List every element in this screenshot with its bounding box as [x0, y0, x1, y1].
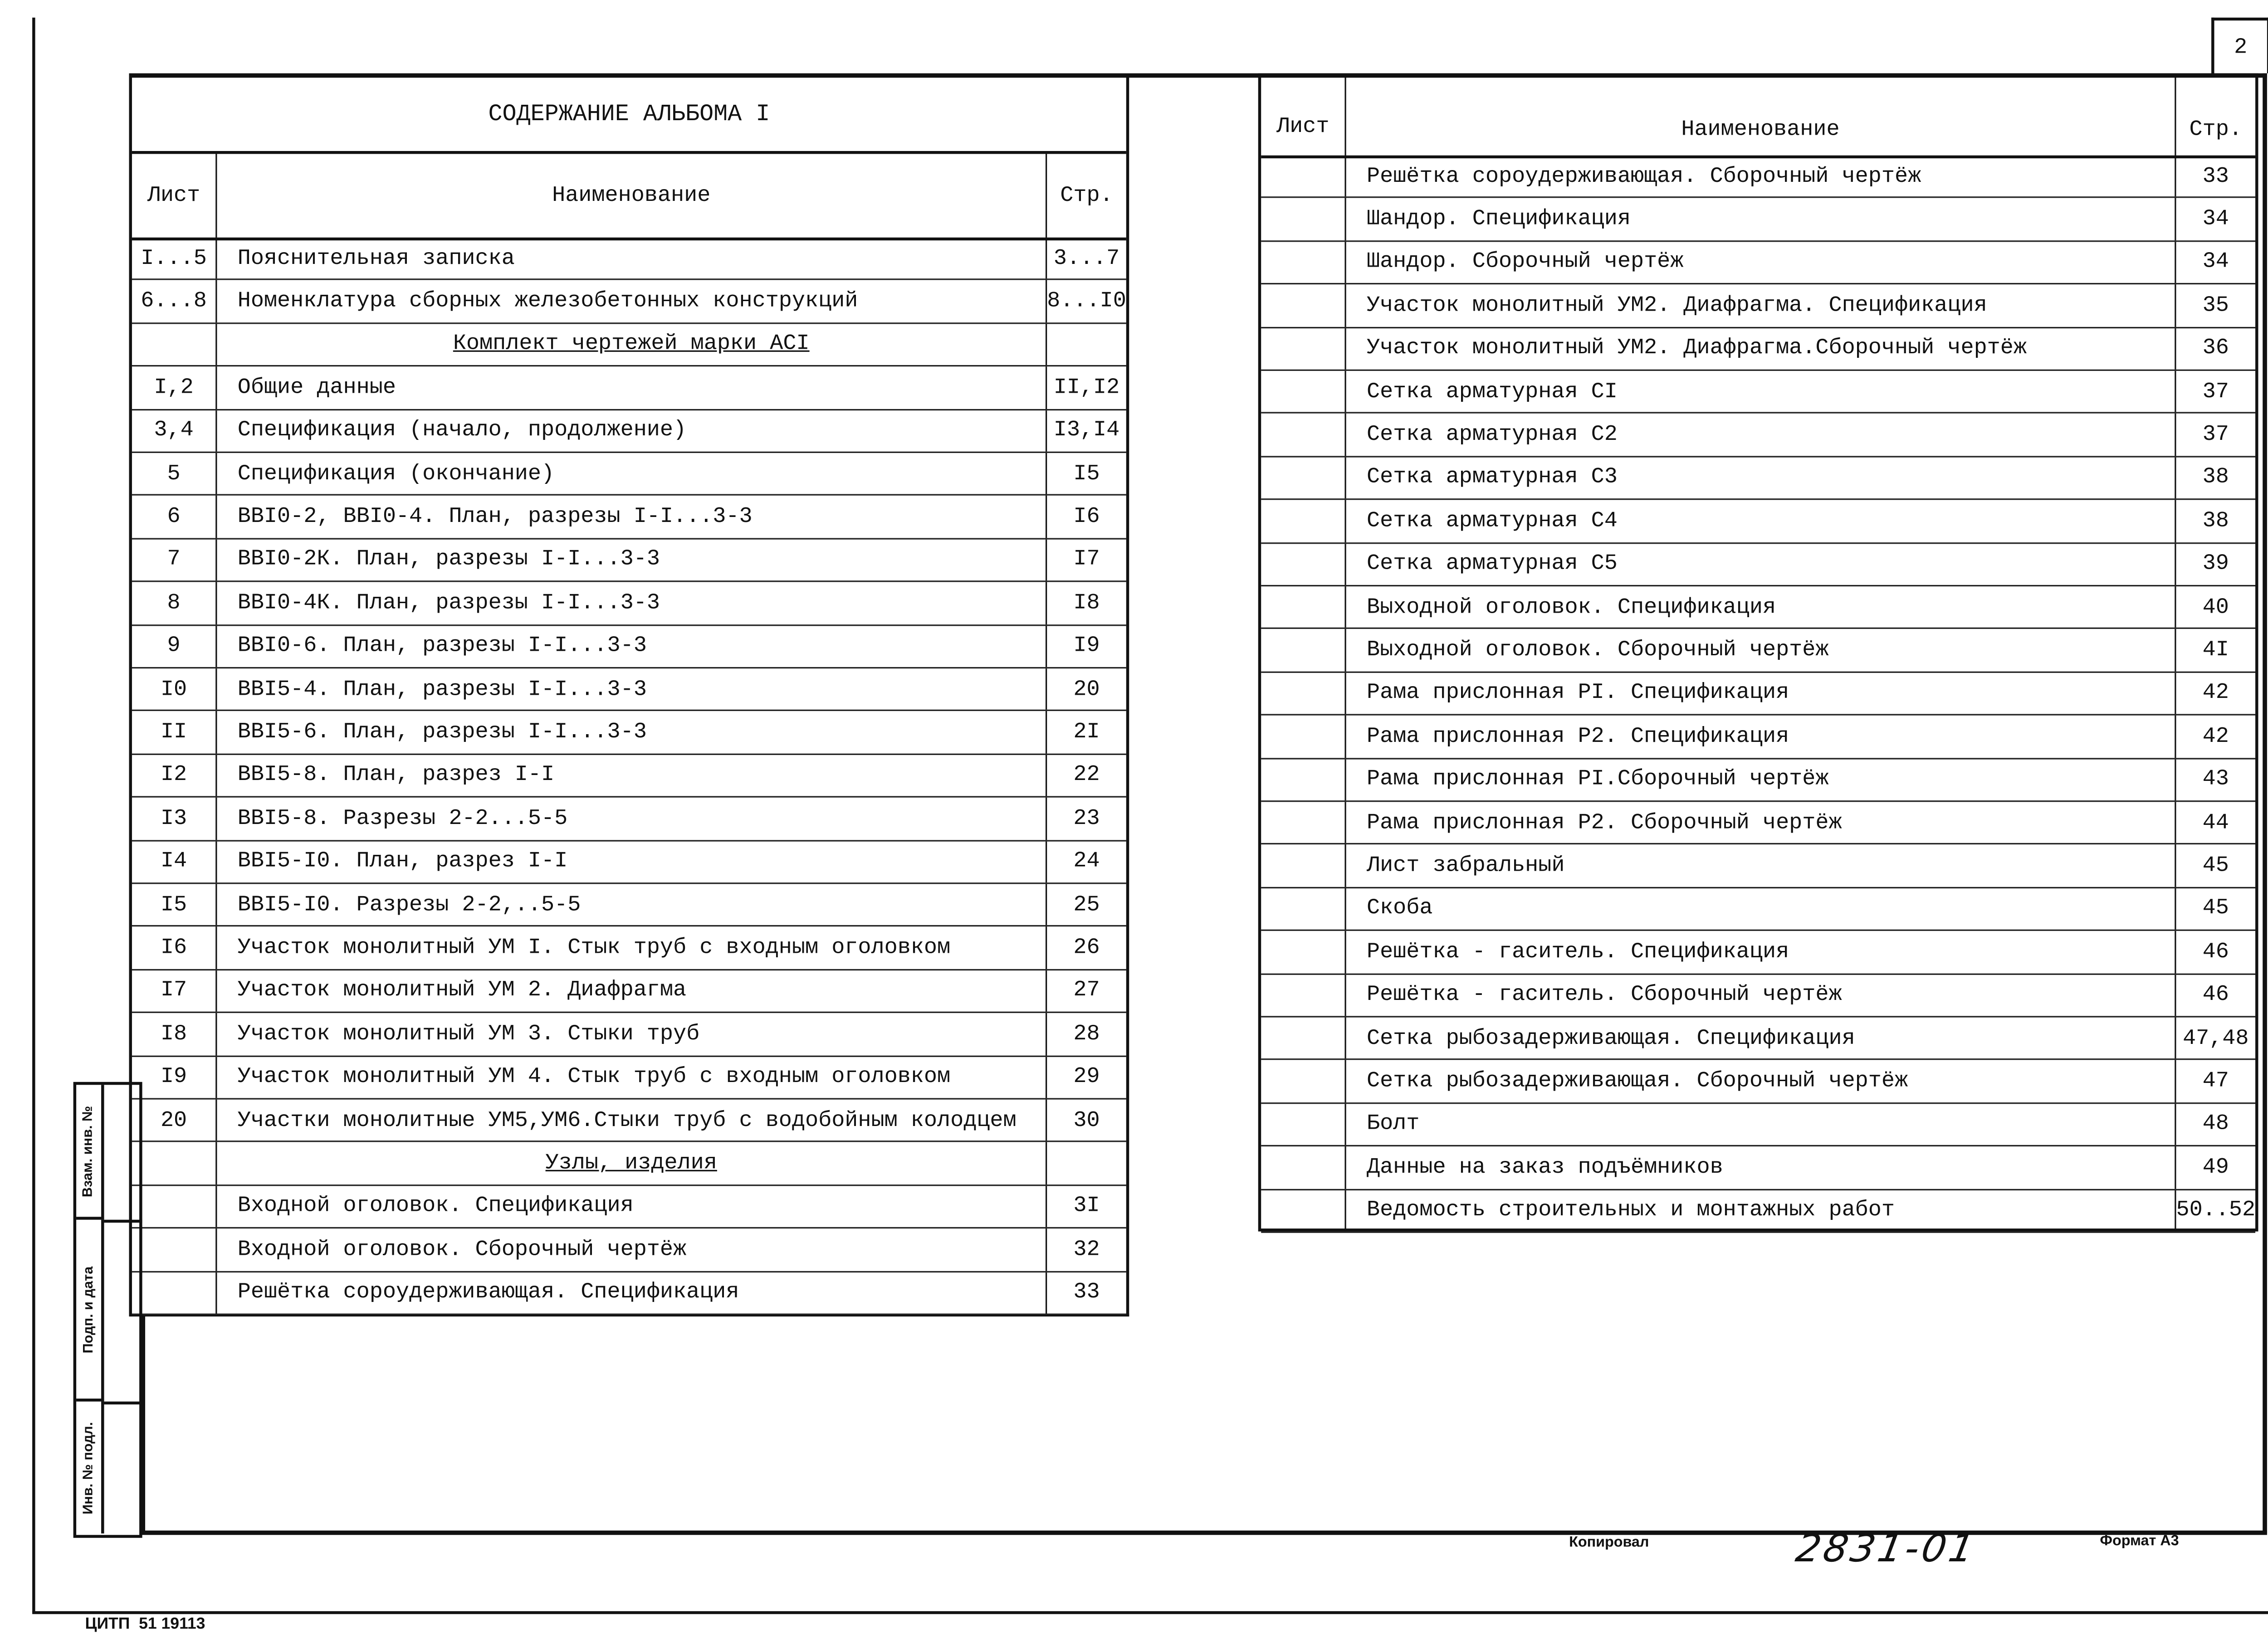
- page-cell: 34: [2202, 207, 2229, 232]
- table-row: [1261, 285, 2255, 328]
- table-row: [1261, 457, 2255, 500]
- table-row: [1261, 1190, 2255, 1233]
- sheet-cell: 6...8: [132, 281, 217, 322]
- contents-table-right: [1258, 73, 2258, 1232]
- sheet-cell: [1261, 371, 1346, 413]
- sheet-cell: 20: [132, 1100, 217, 1141]
- name-cell: Узлы, изделия: [217, 1143, 1047, 1185]
- page-cell: 46: [2202, 939, 2229, 965]
- name-cell: Рама прислонная РI.Сборочный чертёж: [1346, 759, 2176, 800]
- page-cell: 40: [2202, 595, 2229, 620]
- name-cell: Решётка - гаситель. Спецификация: [1346, 931, 2176, 973]
- page-cell: 25: [1073, 892, 1100, 917]
- page-cell: 48: [2202, 1112, 2229, 1137]
- sheet-cell: I,2: [132, 367, 217, 409]
- page-cell: I7: [1073, 547, 1100, 573]
- name-cell: ВВI0-6. План, разрезы I-I...3-3: [217, 625, 1047, 667]
- name-cell: Сетка рыбозадерживающая. Сборочный чертёж: [1346, 1061, 2176, 1102]
- name-cell: Скоба: [1346, 888, 2176, 930]
- page-cell: 22: [1073, 763, 1100, 788]
- table-row: [1261, 888, 2255, 931]
- table-row: [1261, 543, 2255, 586]
- name-cell: Участок монолитный УМ I. Стык труб с входным оголовком: [217, 927, 1047, 969]
- document-code: 2831-01: [1792, 1527, 1980, 1572]
- sheet-cell: II: [132, 712, 217, 753]
- name-cell: Данные на заказ подъёмников: [1346, 1147, 2176, 1189]
- page-cell: 30: [1073, 1107, 1100, 1133]
- sheet-cell: [1261, 414, 1346, 456]
- page-cell: 38: [2202, 508, 2229, 534]
- sheet-cell: [1261, 629, 1346, 671]
- sheet-cell: [1261, 285, 1346, 327]
- page-cell: I3,I4: [1053, 418, 1120, 444]
- sheet-cell: I9: [132, 1057, 217, 1098]
- page-cell: I5: [1073, 461, 1100, 487]
- name-cell: Входной оголовок. Сборочный чертёж: [217, 1229, 1047, 1271]
- header-page: Стр.: [2189, 117, 2242, 142]
- sheet-cell: [132, 1229, 217, 1271]
- table-row: [132, 1057, 1126, 1100]
- table-header: [1261, 76, 2255, 158]
- table-body: [132, 238, 1126, 1314]
- header-sheet: Лист: [132, 154, 217, 237]
- name-cell: ВВI0-2К. План, разрезы I-I...3-3: [217, 539, 1047, 581]
- page-cell: 42: [2202, 724, 2229, 749]
- outer-frame-left: [32, 18, 35, 1613]
- table-row: [132, 238, 1126, 281]
- sheet-cell: [1261, 716, 1346, 757]
- name-cell: Участок монолитный УМ2. Диафрагма.Сборочный чертёж: [1346, 328, 2176, 370]
- sheet-cell: [1261, 1104, 1346, 1146]
- printer-mark: ЦИТП 51 19113: [85, 1615, 205, 1633]
- name-cell: Сетка арматурная С3: [1346, 457, 2176, 499]
- sheet-cell: I3: [132, 798, 217, 839]
- header-name: Наименование: [217, 154, 1047, 237]
- table-header: [132, 154, 1126, 240]
- page-cell: [1047, 1143, 1126, 1185]
- table-row: [132, 1100, 1126, 1143]
- format-label: Формат А3: [2100, 1533, 2179, 1550]
- table-row: [1261, 414, 2255, 457]
- sheet-cell: [132, 1272, 217, 1314]
- name-cell: Пояснительная записка: [217, 238, 1047, 279]
- page-cell: 34: [2202, 250, 2229, 275]
- page-cell: I9: [1073, 634, 1100, 659]
- name-cell: Сетка арматурная С5: [1346, 543, 2176, 585]
- name-cell: Номенклатура сборных железобетонных конструкций: [217, 281, 1047, 322]
- sheet-cell: I...5: [132, 238, 217, 279]
- copied-label: Копировал: [1569, 1535, 1649, 1551]
- table-row: [1261, 802, 2255, 845]
- page-cell: 3I: [1073, 1194, 1100, 1219]
- contents-table-left: [129, 76, 1129, 1316]
- sheet-cell: [1261, 802, 1346, 843]
- name-cell: Участок монолитный УМ2. Диафрагма. Спецификация: [1346, 285, 2176, 327]
- page-cell: 32: [1073, 1237, 1100, 1263]
- table-row: [1261, 673, 2255, 716]
- name-cell: Решётка - гаситель. Сборочный чертёж: [1346, 974, 2176, 1016]
- inner-frame-right: [2263, 73, 2266, 1534]
- page-cell: 37: [2202, 422, 2229, 448]
- sheet-cell: 6: [132, 496, 217, 538]
- album-contents-title: СОДЕРЖАНИЕ АЛЬБОМА I: [132, 76, 1126, 154]
- name-cell: ВВI5-8. План, разрез I-I: [217, 755, 1047, 796]
- page-cell: 28: [1073, 1021, 1100, 1047]
- page-number: 2: [2211, 18, 2268, 73]
- sheet-cell: [1261, 242, 1346, 283]
- name-cell: ВВI0-2, ВВI0-4. План, разрезы I-I...3-3: [217, 496, 1047, 538]
- sheet-cell: [132, 1186, 217, 1228]
- table-row: [132, 927, 1126, 970]
- table-row: [132, 324, 1126, 367]
- sheet-cell: [1261, 586, 1346, 628]
- name-cell: Спецификация (начало, продолжение): [217, 410, 1047, 452]
- stamp-label: Взам. инв. №: [80, 1105, 97, 1197]
- page-cell: 44: [2202, 810, 2229, 835]
- table-row: [1261, 242, 2255, 285]
- sheet-cell: [1261, 1147, 1346, 1189]
- name-cell: Участок монолитный УМ 3. Стыки труб: [217, 1013, 1047, 1055]
- page-cell: 47: [2202, 1068, 2229, 1094]
- name-cell: Рама прислонная Р2. Спецификация: [1346, 716, 2176, 757]
- name-cell: Выходной оголовок. Спецификация: [1346, 586, 2176, 628]
- table-row: [132, 1229, 1126, 1272]
- name-cell: Сетка рыбозадерживающая. Спецификация: [1346, 1018, 2176, 1059]
- name-cell: Комплект чертежей марки АСI: [217, 324, 1047, 366]
- table-row: [1261, 156, 2255, 199]
- page-cell: I6: [1073, 504, 1100, 530]
- table-row: [1261, 974, 2255, 1017]
- name-cell: Участок монолитный УМ 4. Стык труб с входным оголовком: [217, 1057, 1047, 1098]
- header-name: Наименование: [1346, 76, 2176, 156]
- table-row: [1261, 199, 2255, 242]
- table-row: [1261, 629, 2255, 673]
- table-row: [132, 367, 1126, 410]
- page-cell: 35: [2202, 293, 2229, 318]
- table-row: [132, 970, 1126, 1013]
- page-cell: 43: [2202, 767, 2229, 792]
- sheet-cell: 9: [132, 625, 217, 667]
- sheet-cell: [132, 1143, 217, 1185]
- name-cell: Участки монолитные УМ5,УМ6.Стыки труб с водобойным колодцем: [217, 1100, 1047, 1141]
- page-cell: 23: [1073, 806, 1100, 831]
- page-cell: 39: [2202, 551, 2229, 577]
- name-cell: ВВI5-4. План, разрезы I-I...3-3: [217, 668, 1047, 710]
- sheet-cell: [1261, 1190, 1346, 1232]
- page-cell: 26: [1073, 935, 1100, 960]
- page-cell: 49: [2202, 1155, 2229, 1180]
- sheet-cell: [1261, 1061, 1346, 1102]
- page-cell: 46: [2202, 982, 2229, 1008]
- page-cell: 42: [2202, 681, 2229, 706]
- name-cell: Выходной оголовок. Сборочный чертёж: [1346, 629, 2176, 671]
- side-stamp: [73, 1082, 142, 1538]
- name-cell: ВВI0-4К. План, разрезы I-I...3-3: [217, 582, 1047, 624]
- table-row: [132, 755, 1126, 798]
- sheet-cell: [132, 324, 217, 366]
- table-row: [1261, 716, 2255, 759]
- stamp-cell-signature-date: [76, 1220, 104, 1402]
- sheet-cell: [1261, 888, 1346, 930]
- sheet-cell: [1261, 500, 1346, 542]
- table-row: [132, 1013, 1126, 1056]
- table-row: [1261, 845, 2255, 888]
- table-row: [132, 281, 1126, 324]
- table-row: [1261, 759, 2255, 802]
- table-row: [1261, 328, 2255, 371]
- table-row: [1261, 931, 2255, 974]
- sheet-cell: [1261, 1018, 1346, 1059]
- sheet-cell: [1261, 199, 1346, 240]
- table-row: [132, 410, 1126, 453]
- sheet-cell: 3,4: [132, 410, 217, 452]
- page-cell: 45: [2202, 853, 2229, 878]
- page-cell: 8...I0: [1047, 289, 1126, 314]
- table-row: [132, 625, 1126, 668]
- name-cell: ВВI5-8. Разрезы 2-2...5-5: [217, 798, 1047, 839]
- page-cell: [1047, 324, 1126, 366]
- sheet-cell: [1261, 974, 1346, 1016]
- sheet-cell: I5: [132, 884, 217, 926]
- sheet-cell: [1261, 759, 1346, 800]
- name-cell: Участок монолитный УМ 2. Диафрагма: [217, 970, 1047, 1012]
- sheet-cell: [1261, 931, 1346, 973]
- table-row: [132, 453, 1126, 496]
- sheet-cell: I7: [132, 970, 217, 1012]
- sheet-cell: [1261, 673, 1346, 714]
- outer-frame-bottom: [32, 1611, 2268, 1614]
- name-cell: Рама прислонная Р2. Сборочный чертёж: [1346, 802, 2176, 843]
- header-page: Стр.: [1060, 183, 1113, 209]
- table-row: [132, 1186, 1126, 1229]
- page-cell: 20: [1073, 677, 1100, 702]
- sheet-cell: I4: [132, 841, 217, 882]
- stamp-cell-replaced-inv: [76, 1085, 104, 1219]
- name-cell: Входной оголовок. Спецификация: [217, 1186, 1047, 1228]
- name-cell: Сетка арматурная С4: [1346, 500, 2176, 542]
- page-cell: 45: [2202, 896, 2229, 921]
- sheet-cell: [1261, 543, 1346, 585]
- name-cell: Решётка сороудерживающая. Сборочный чертёж: [1346, 156, 2176, 197]
- sheet-cell: I6: [132, 927, 217, 969]
- sheet-cell: I0: [132, 668, 217, 710]
- name-cell: Сетка арматурная С2: [1346, 414, 2176, 456]
- table-row: [1261, 1147, 2255, 1190]
- name-cell: Сетка арматурная СI: [1346, 371, 2176, 413]
- sheet-cell: I2: [132, 755, 217, 796]
- page-cell: 33: [2202, 164, 2229, 189]
- page-cell: 38: [2202, 465, 2229, 491]
- page-cell: 4I: [2202, 638, 2229, 663]
- sheet-cell: [1261, 328, 1346, 370]
- table-body: [1261, 156, 2255, 1228]
- sheet-cell: I8: [132, 1013, 217, 1055]
- page-cell: 50..52: [2176, 1198, 2256, 1224]
- name-cell: Лист забральный: [1346, 845, 2176, 887]
- name-cell: Рама прислонная РI. Спецификация: [1346, 673, 2176, 714]
- stamp-cell-original-inv: [76, 1402, 104, 1534]
- table-row: [132, 582, 1126, 625]
- name-cell: Решётка сороудерживающая. Спецификация: [217, 1272, 1047, 1314]
- page-cell: 24: [1073, 849, 1100, 874]
- page-cell: 37: [2202, 379, 2229, 405]
- table-row: [1261, 1104, 2255, 1147]
- table-row: [1261, 1061, 2255, 1104]
- table-row: [132, 1143, 1126, 1186]
- name-cell: ВВI5-I0. Разрезы 2-2,..5-5: [217, 884, 1047, 926]
- sheet-cell: [1261, 457, 1346, 499]
- sheet-cell: 5: [132, 453, 217, 495]
- table-row: [1261, 371, 2255, 414]
- header-sheet: Лист: [1261, 76, 1346, 156]
- name-cell: Ведомость строительных и монтажных работ: [1346, 1190, 2176, 1232]
- name-cell: Общие данные: [217, 367, 1047, 409]
- table-row: [132, 798, 1126, 841]
- name-cell: Болт: [1346, 1104, 2176, 1146]
- sheet-cell: [1261, 845, 1346, 887]
- table-row: [132, 496, 1126, 539]
- sheet-cell: [1261, 156, 1346, 197]
- table-row: [132, 668, 1126, 712]
- page-cell: I8: [1073, 590, 1100, 616]
- name-cell: ВВI5-6. План, разрезы I-I...3-3: [217, 712, 1047, 753]
- table-row: [1261, 500, 2255, 543]
- table-row: [132, 539, 1126, 582]
- name-cell: Шандор. Спецификация: [1346, 199, 2176, 240]
- sheet-cell: 7: [132, 539, 217, 581]
- sheet-cell: 8: [132, 582, 217, 624]
- table-row: [1261, 1018, 2255, 1061]
- stamp-label: Инв. № подл.: [80, 1421, 97, 1514]
- page-cell: 33: [1073, 1280, 1100, 1306]
- name-cell: Шандор. Сборочный чертёж: [1346, 242, 2176, 283]
- table-row: [132, 1272, 1126, 1315]
- table-row: [1261, 586, 2255, 629]
- page-cell: 36: [2202, 336, 2229, 361]
- page-cell: II,I2: [1053, 375, 1120, 400]
- page-cell: 27: [1073, 978, 1100, 1004]
- table-row: [132, 884, 1126, 927]
- page-cell: 47,48: [2182, 1025, 2249, 1051]
- name-cell: ВВI5-I0. План, разрез I-I: [217, 841, 1047, 882]
- name-cell: Спецификация (окончание): [217, 453, 1047, 495]
- page-cell: 3...7: [1053, 246, 1120, 271]
- table-row: [132, 841, 1126, 884]
- page-cell: 2I: [1073, 720, 1100, 745]
- table-row: [132, 712, 1126, 755]
- stamp-label: Подп. и дата: [80, 1266, 97, 1353]
- page-cell: 29: [1073, 1064, 1100, 1090]
